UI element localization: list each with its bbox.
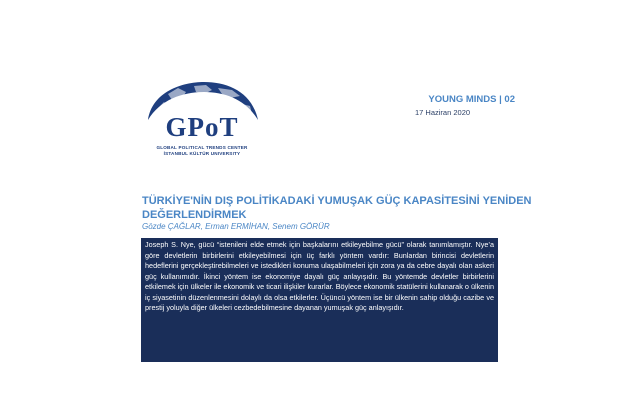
logo-university-line: İSTANBUL KÜLTÜR UNIVERSITY [163,151,241,156]
gpot-logo [142,80,262,170]
abstract-box: Joseph S. Nye, gücü “istenileni elde etmek için başkalarını etkileyebilme gücü” olarak tanımlamıştır. Nye’a göre devletlerin birbirlerini etkileyebilmesi için üç farklı yöntem vardır: Bunlardan birincisi devletlerin hedeflerini gerçekleştirebilmeleri ve istedikleri konuma ulaşabilmeleri için zora ya da cebre dayalı olan askeri güç kullanımıdır. İkinci yöntem ise ekonomiye dayalı güç anlayışıdır. Bu yöntemde devletler birbirlerini etkilemek için ülkeler ile ekonomik ve ticari ilişkiler kurarlar. Böylece ekonomik statülerini kullanarak o ülkenin iç siyasetinin düzenlenmesini dolaylı da olsa etkilerler. Üçüncü yöntem ise bir ülkenin sahip olduğu cazibe ve prestij yoluyla diğer ülkeleri cezbedebilmesine dayanan yumuşak güç anlayışıdır. [141,238,498,362]
logo-mark: GPoT [165,112,239,142]
publication-date: 17 Haziran 2020 [415,108,471,117]
article-title: TÜRKİYE'NİN DIŞ POLİTİKADAKİ YUMUŞAK GÜÇ KAPASİTESİNİ YENİDEN DEĞERLENDİRMEK [142,195,532,221]
series-label: YOUNG MINDS | 02 [428,94,515,105]
article-authors: Gözde ÇAĞLAR, Erman ERMİHAN, Senem GÖRÜR [142,222,330,231]
logo-org-line: GLOBAL POLITICAL TRENDS CENTER [156,145,248,150]
